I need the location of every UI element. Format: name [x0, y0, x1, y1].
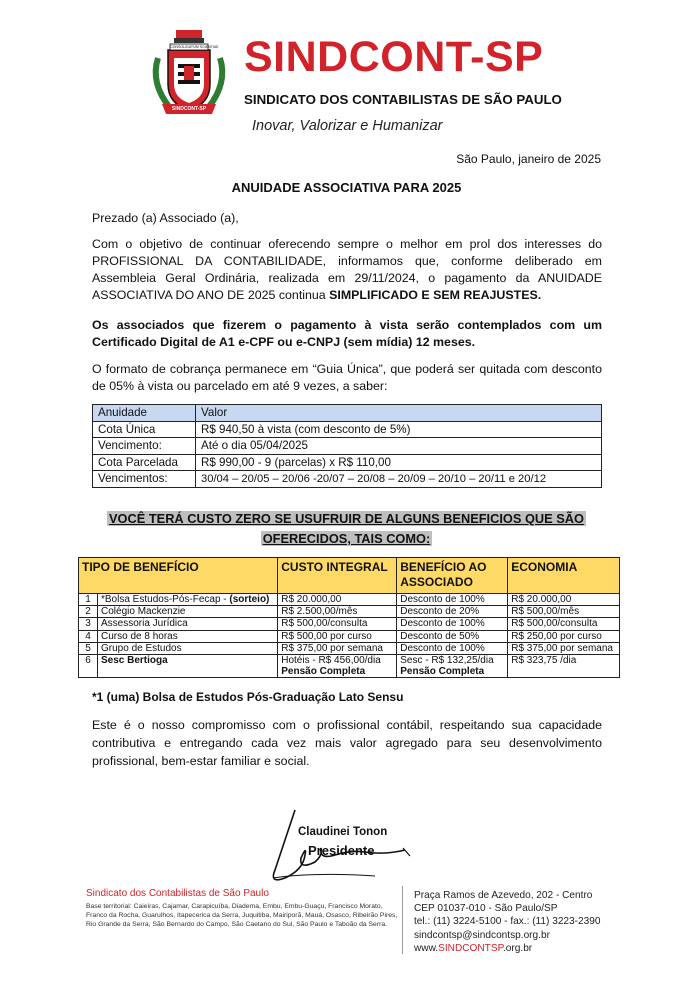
benefit-saving: R$ 323,75 /dia [508, 654, 620, 677]
benefits-heading [0, 509, 693, 549]
intro-text: Com o objetivo de continuar oferecendo sempre o melhor em prol dos interesses do PROFISSIONAL DA CONTABILIDADE, informamos que, conforme deliberado em Assembleia Geral Ordinária, realizada em 29/11/2024, o pagamento da ANUIDADE ASSOCIATIVA DO ANO DE 2025 continua [92, 237, 602, 302]
benefit-discount: Desconto de 100% [397, 594, 508, 606]
document-title: ANUIDADE ASSOCIATIVA PARA 2025 [231, 180, 462, 195]
coat-of-arms-logo [148, 28, 230, 116]
footer-cep: CEP 01037-010 - São Paulo/SP [414, 903, 558, 915]
benefit-discount: Desconto de 20% [397, 606, 508, 618]
slogan: Inovar, Valorizar e Humanizar [252, 118, 443, 134]
brand-subtitle: SINDICATO DOS CONTABILISTAS DE SÃO PAULO [244, 92, 562, 107]
footer-website[interactable] [414, 942, 600, 955]
benefit-row [79, 642, 620, 654]
certificate-paragraph: Os associados que fizerem o pagamento à vista serão contemplados com um Certificado Digital de A1 e-CPF ou e-CNPJ (sem mídia) 12 meses. [92, 318, 602, 349]
benefit-saving: R$ 500,00/mês [508, 606, 620, 618]
benefit-type: Assessoria Jurídica [98, 618, 278, 630]
benefit-saving: R$ 375,00 por semana [508, 642, 620, 654]
benefit-saving: R$ 500,00/consulta [508, 618, 620, 630]
logo-top-ribbon-text: CONSOLIDATUM SCIENTIAE [170, 45, 219, 49]
footer-left [86, 888, 402, 929]
fee-value: Até o dia 05/04/2025 [196, 438, 602, 455]
closing-paragraph: Este é o nosso compromisso com o profissional contábil, respeitando sua capacidade contributiva e entregando cada vez mais valor agregado para seu desenvolvimento profissional, bem-estar familiar e social. [92, 718, 602, 768]
benefit-row [79, 618, 620, 630]
benefit-cost: R$ 2.500,00/mês [278, 606, 397, 618]
footer-contact [414, 889, 600, 955]
benefit-discount-bold: Pensão Completa [400, 665, 485, 677]
benefit-row [79, 606, 620, 618]
signatory-role: Presidente [308, 843, 375, 858]
benefit-number: 2 [79, 606, 98, 618]
greeting: Prezado (a) Associado (a), [92, 211, 239, 225]
website-domain: SINDCONTSP [438, 942, 503, 954]
benefit-cost: R$ 500,00 por curso [278, 630, 397, 642]
brand-name: SINDCONT-SP [244, 33, 544, 81]
benefit-row [79, 630, 620, 642]
benefit-discount [397, 654, 508, 677]
website-suffix: .org.br [503, 942, 533, 954]
footer-org-name: Sindicato dos Contabilistas de São Paulo [86, 888, 269, 899]
benefit-number: 6 [79, 654, 98, 677]
benefit-type-text: *Bolsa Estudos-Pós-Fecap - [101, 594, 230, 606]
fee-label: Cota Parcelada [93, 454, 196, 471]
benefit-saving: R$ 20.000,00 [508, 594, 620, 606]
benefits-heading-line1: VOCÊ TERÁ CUSTO ZERO SE USUFRUIR DE ALGUNS BENEFICIOS QUE SÃO [109, 511, 584, 526]
website-prefix: www. [414, 942, 439, 954]
fee-row [93, 471, 602, 488]
intro-emphasis: SIMPLIFICADO E SEM REAJUSTES. [329, 288, 542, 302]
footer-address: Praça Ramos de Azevedo, 202 - Centro [414, 890, 593, 901]
benefit-type-bold: (sorteio) [229, 594, 270, 606]
fee-value: R$ 990,00 - 9 (parcelas) x R$ 110,00 [196, 454, 602, 471]
fee-label: Cota Única [93, 421, 196, 438]
fee-value: R$ 940,50 à vista (com desconto de 5%) [196, 421, 602, 438]
benefits-table [78, 557, 620, 678]
fee-row [93, 454, 602, 471]
benefit-cost: R$ 20.000,00 [278, 594, 397, 606]
fee-table [92, 404, 602, 488]
benefits-header-cell: TIPO DE BENEFÍCIO [79, 558, 278, 594]
footer-base-territorial: Base territorial: Caieiras, Cajamar, Carapicuíba, Diadema, Embu, Embu-Guaçu, Francisco Morato, Franco da Rocha, Guarulhos, Itapecerica da Serra, Juquitiba, Mairiporã, Mauá, Osasco, Ribeirão Pires, Rio Grande da Serra, São Bernardo do Campo, São Caetano do Sul, São Paulo e Taboão da Serra. [86, 903, 398, 928]
fee-table-header [93, 405, 602, 422]
benefit-type [98, 594, 278, 606]
fee-header-cell: Valor [196, 405, 602, 422]
benefit-row [79, 654, 620, 677]
fee-value: 30/04 – 20/05 – 20/06 -20/07 – 20/08 – 20/09 – 20/10 – 20/11 e 20/12 [196, 471, 602, 488]
benefit-discount: Desconto de 100% [397, 618, 508, 630]
benefit-cost: R$ 375,00 por semana [278, 642, 397, 654]
intro-paragraph [92, 236, 602, 304]
fee-row [93, 421, 602, 438]
benefit-type [98, 654, 278, 677]
benefit-cost [278, 654, 397, 677]
benefit-number: 3 [79, 618, 98, 630]
benefit-type-bold: Sesc Bertioga [101, 654, 168, 666]
signatory-name: Claudinei Tonon [298, 826, 388, 838]
footnote: *1 (uma) Bolsa de Estudos Pós-Graduação Lato Sensu [92, 690, 404, 704]
benefits-header-cell: ECONOMIA [508, 558, 620, 594]
benefit-discount-text: Sesc - R$ 132,25/dia [400, 654, 494, 666]
benefit-type: Curso de 8 horas [98, 630, 278, 642]
fee-label: Vencimentos: [93, 471, 196, 488]
benefit-cost-bold: Pensão Completa [281, 665, 366, 677]
benefit-number: 4 [79, 630, 98, 642]
fee-row [93, 438, 602, 455]
footer-divider [402, 886, 403, 954]
benefits-table-header [79, 558, 620, 594]
benefits-heading-line2: OFERECIDOS, TAIS COMO: [262, 531, 431, 546]
benefit-cost-text: Hotéis - R$ 456,00/dia [281, 654, 381, 666]
fee-header-cell: Anuidade [93, 405, 196, 422]
footer-phone: tel.: (11) 3224-5100 - fax.: (11) 3223-2390 [414, 916, 601, 928]
benefit-number: 5 [79, 642, 98, 654]
benefit-type: Grupo de Estudos [98, 642, 278, 654]
benefit-row [79, 594, 620, 606]
benefit-saving: R$ 250,00 por curso [508, 630, 620, 642]
benefits-header-cell: BENEFÍCIO AO ASSOCIADO [397, 558, 508, 594]
benefit-type: Colégio Mackenzie [98, 606, 278, 618]
benefit-discount: Desconto de 100% [397, 642, 508, 654]
fee-label: Vencimento: [93, 438, 196, 455]
benefits-header-cell: CUSTO INTEGRAL [278, 558, 397, 594]
benefit-number: 1 [79, 594, 98, 606]
benefit-cost: R$ 500,00/consulta [278, 618, 397, 630]
logo-bottom-ribbon-text: SINDCONT-SP [171, 106, 207, 112]
footer-email[interactable]: sindcontsp@sindcontsp.org.br [414, 929, 550, 941]
benefit-discount: Desconto de 50% [397, 630, 508, 642]
letter-date: São Paulo, janeiro de 2025 [456, 152, 601, 166]
billing-paragraph: O formato de cobrança permanece em “Guia Única”, que poderá ser quitada com desconto de 05% à vista ou parcelado em até 9 vezes, a saber: [92, 362, 602, 393]
